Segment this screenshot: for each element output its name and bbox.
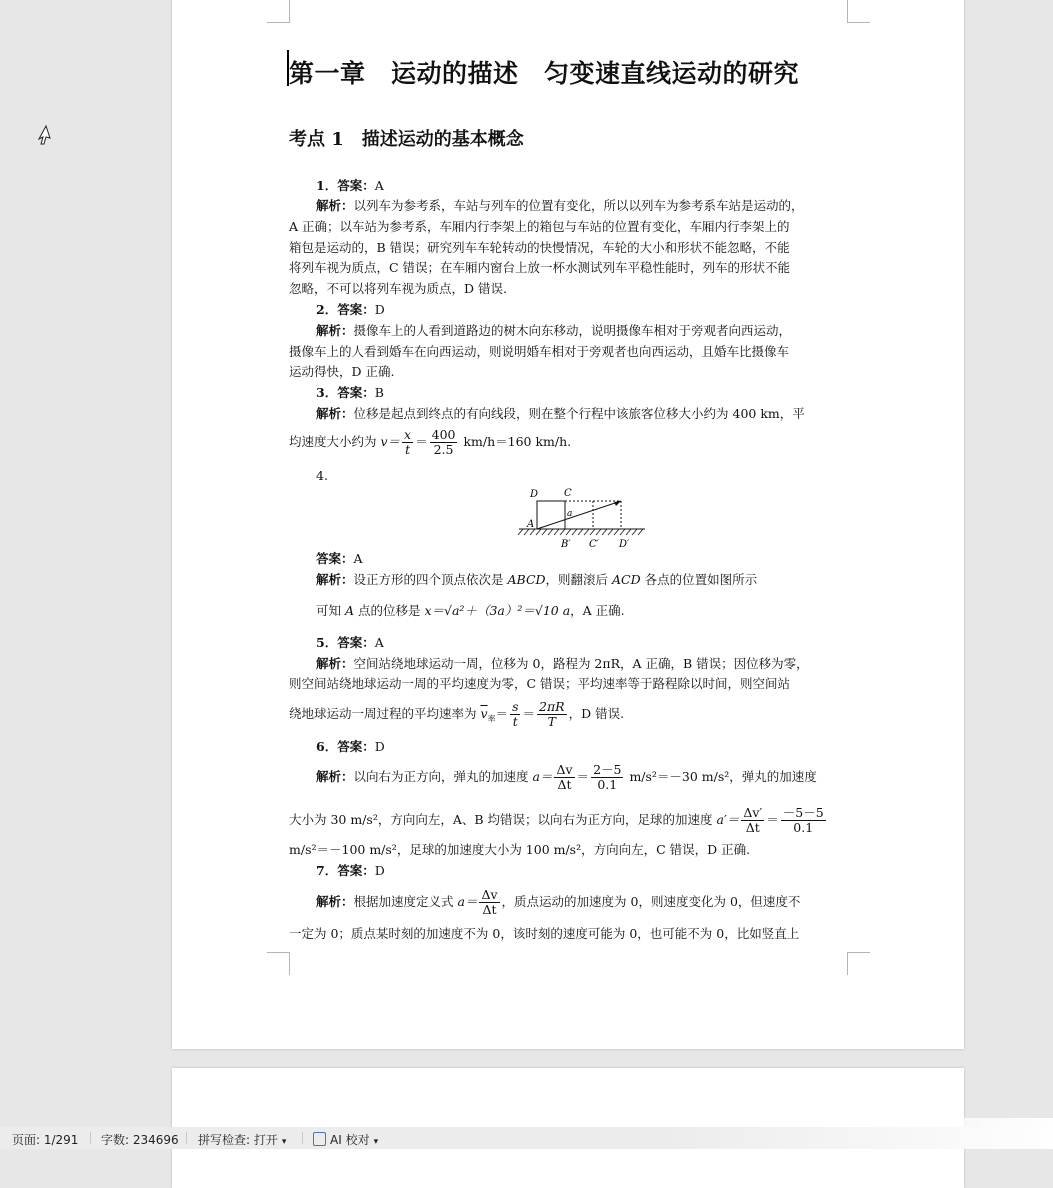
divider bbox=[186, 1132, 187, 1144]
chapter-title[interactable]: 第一章 运动的描述 匀变速直线运动的研究 bbox=[289, 59, 800, 88]
answer-line-7: 7．答案：D bbox=[316, 863, 385, 878]
chevron-down-icon: ▾ bbox=[373, 1137, 379, 1147]
figure-label-d: D bbox=[530, 489, 539, 500]
ai-proofread-icon bbox=[313, 1132, 326, 1146]
answer-line-1: 1．答案：A bbox=[316, 178, 384, 193]
figure-label-b-prime: B′ bbox=[561, 539, 571, 550]
answer-line-3: 3．答案：B bbox=[316, 385, 384, 400]
q1-line-1: 解析：以列车为参考系，车站与列车的位置有变化，所以以列车为参考系车站是运动的， bbox=[316, 198, 804, 213]
mouse-pointer-icon bbox=[36, 124, 52, 150]
answer-line-2: 2．答案：D bbox=[316, 302, 385, 317]
q3-line-2: 均速度大小约为 v＝ $\frac{x}{t}$ ＝ $\frac{400}{2.5}$ km/h＝160 km/h. bbox=[289, 427, 572, 457]
figure-label-c: C bbox=[564, 488, 572, 499]
page-indicator[interactable]: 页面: 1/291 bbox=[12, 1133, 79, 1147]
divider bbox=[90, 1132, 91, 1144]
answer-line-5: 5．答案：A bbox=[316, 635, 384, 650]
q5-line-1: 解析：空间站绕地球运动一周，位移为 0，路程为 2πR，A 正确，B 错误；因位移为零， bbox=[316, 656, 809, 671]
q1-line-2: A 正确；以车站为参考系，车厢内行李架上的箱包与车站的位置有变化，车厢内行李架上的 bbox=[289, 219, 790, 234]
word-count[interactable]: 字数: 234696 bbox=[101, 1133, 179, 1147]
figure-label-c-prime: C′ bbox=[589, 539, 599, 550]
figure-label-a-side: a bbox=[567, 509, 573, 519]
answer-line-4b: 答案：A bbox=[316, 551, 363, 566]
q5-line-2: 则空间站绕地球运动一周的平均速度为零，C 错误；平均速率等于路程除以时间，则空间站 bbox=[289, 676, 791, 691]
q7-line-1: 解析：根据加速度定义式 a＝ $\frac{\Delta v}{\Delta t}$ ，质点运动的加速度为 0，则速度变化为 0，但速度不 bbox=[316, 887, 801, 917]
divider bbox=[302, 1132, 303, 1144]
chevron-down-icon: ▾ bbox=[281, 1137, 287, 1147]
q1-line-5: 忽略，不可以将列车视为质点，D 错误. bbox=[289, 281, 507, 296]
crop-mark bbox=[847, 0, 870, 23]
crop-mark bbox=[267, 952, 290, 975]
ai-proofread-button[interactable]: AI 校对 ▾ bbox=[313, 1131, 378, 1148]
q7-line-2: 一定为 0；质点某时刻的加速度不为 0，该时刻的速度可能为 0，也可能不为 0，比如竖直上 bbox=[289, 926, 800, 941]
crop-mark bbox=[267, 0, 290, 23]
q6-line-3: m/s²＝－100 m/s²，足球的加速度大小为 100 m/s²，方向向左，C 错误，D 正确. bbox=[289, 842, 751, 857]
spellcheck-toggle[interactable]: 拼写检查: 打开 ▾ bbox=[198, 1133, 287, 1147]
statusbar-fade bbox=[663, 1118, 1053, 1149]
q1-line-3: 箱包是运动的，B 错误；研究列车车轮转动的快慢情况，车轮的大小和形状不能忽略，不能 bbox=[289, 240, 790, 255]
q4-line-2: 可知 A 点的位移是 x＝√a²＋（3a）²＝√10 a，A 正确. bbox=[316, 603, 625, 618]
figure-label-a: A bbox=[527, 519, 535, 530]
rolling-square-figure bbox=[517, 483, 647, 553]
q4-line-1: 解析：设正方形的四个顶点依次是 ABCD，则翻滚后 ACD 各点的位置如图所示 bbox=[316, 572, 758, 587]
q3-line-1: 解析：位移是起点到终点的有向线段，则在整个行程中该旅客位移大小约为 400 km，平 bbox=[316, 406, 805, 421]
q2-line-3: 运动得快，D 正确. bbox=[289, 364, 395, 379]
q2-line-1: 解析：摄像车上的人看到道路边的树木向东移动，说明摄像车相对于旁观者向西运动， bbox=[316, 323, 792, 338]
crop-mark bbox=[847, 952, 870, 975]
figure-label-d-prime: D′ bbox=[619, 539, 630, 550]
q6-line-2: 大小为 30 m/s²，方向向左，A、B 均错误；以向右为正方向，足球的加速度 a′＝ $\frac{\Delta v'}{\Delta t}$ ＝ $\frac{-5-5}{0.1}$ bbox=[289, 805, 824, 835]
answer-line-4: 4. bbox=[316, 468, 328, 483]
q6-line-1: 解析：以向右为正方向，弹丸的加速度 a＝ $\frac{\Delta v}{\Delta t}$ ＝ $\frac{2-5}{0.1}$ m/s²＝－30 m/s²，弹丸的加速度 bbox=[316, 762, 817, 792]
q5-line-3: 绕地球运动一周过程的平均速率为 $\overline{v}_率=$ $\frac{s}{t}$ ＝ $\frac{2\pi R}{T}$ ，D 错误. bbox=[289, 699, 625, 729]
document-page-1[interactable] bbox=[172, 0, 964, 1049]
section-title[interactable]: 考点 1 描述运动的基本概念 bbox=[289, 129, 524, 150]
q2-line-2: 摄像车上的人看到婚车在向西运动，则说明婚车相对于旁观者也向西运动，且婚车比摄像车 bbox=[289, 344, 790, 359]
q1-line-4: 将列车视为质点，C 错误；在车厢内窗台上放一杯水测试列车平稳性能时，列车的形状不能 bbox=[289, 260, 791, 275]
answer-line-6: 6．答案：D bbox=[316, 739, 385, 754]
